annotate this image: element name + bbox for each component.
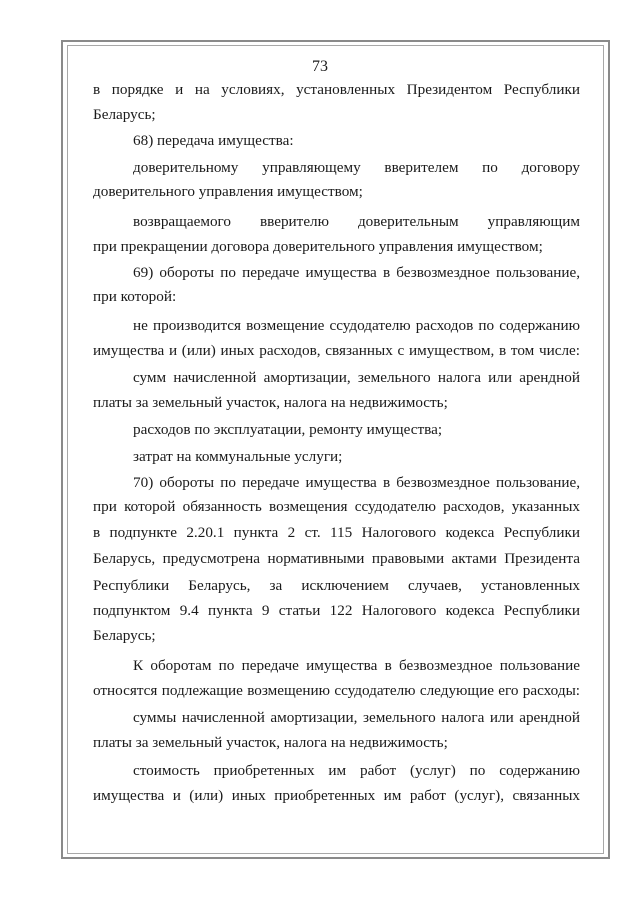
text-line: расходов по эксплуатации, ремонту имущества; (133, 421, 443, 438)
text-line: платы за земельный участок, налога на недвижимость; (93, 734, 448, 751)
text-line: возвращаемого вверителю доверительным управляющим (133, 213, 580, 230)
text-line: при которой: (93, 288, 177, 305)
text-line: 69) обороты по передаче имущества в безвозмездное пользование, (133, 264, 580, 281)
text-line: относятся подлежащие возмещению ссудодателю следующие его расходы: (93, 682, 580, 699)
text-line: 70) обороты по передаче имущества в безвозмездное пользование, (133, 474, 580, 491)
text-line: в порядке и на условиях, установленных Президентом Республики (93, 81, 580, 98)
text-line: имущества и (или) иных расходов, связанных с имуществом, в том числе: (93, 342, 580, 359)
text-line: Беларусь; (93, 106, 156, 123)
text-line: в подпункте 2.20.1 пункта 2 ст. 115 Налогового кодекса Республики (93, 524, 580, 541)
text-line: Беларусь; (93, 627, 156, 644)
text-line: доверительного управления имуществом; (93, 183, 363, 200)
text-line: подпунктом 9.4 пункта 9 статьи 122 Налогового кодекса Республики (93, 602, 580, 619)
text-line: имущества и (или) иных приобретенных им работ (услуг), связанных (93, 787, 580, 804)
text-line: при прекращении договора доверительного управления имуществом; (93, 238, 543, 255)
page-number: 73 (312, 58, 328, 75)
text-line: платы за земельный участок, налога на недвижимость; (93, 394, 448, 411)
text-line: 68) передача имущества: (133, 132, 294, 149)
text-line: доверительному управляющему вверителем по договору (133, 159, 580, 176)
text-line: не производится возмещение ссудодателю расходов по содержанию (133, 317, 580, 334)
text-line: при которой обязанность возмещения ссудодателю расходов, указанных (93, 498, 580, 515)
text-line: Республики Беларусь, за исключением случаев, установленных (93, 577, 580, 594)
text-line: затрат на коммунальные услуги; (133, 448, 343, 465)
text-line: суммы начисленной амортизации, земельного налога или арендной (133, 709, 580, 726)
text-line: сумм начисленной амортизации, земельного налога или арендной (133, 369, 580, 386)
text-line: стоимость приобретенных им работ (услуг) по содержанию (133, 762, 580, 779)
text-line: Беларусь, предусмотрена нормативными правовыми актами Президента (93, 550, 580, 567)
text-line: К оборотам по передаче имущества в безвозмездное пользование (133, 657, 580, 674)
